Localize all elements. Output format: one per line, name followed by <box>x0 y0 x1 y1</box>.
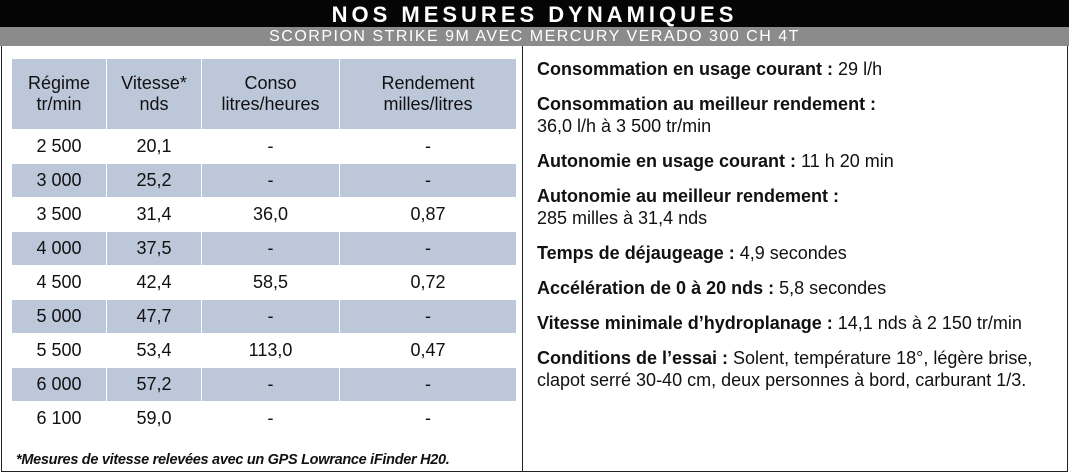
cell-rendement: - <box>340 130 517 164</box>
cell-regime: 4 500 <box>12 266 107 300</box>
cell-vitesse: 42,4 <box>107 266 202 300</box>
metric-label: Autonomie au meilleur rendement : <box>537 186 840 206</box>
metric-value: 14,1 nds à 2 150 tr/min <box>832 313 1022 333</box>
cell-conso: - <box>202 232 340 266</box>
metric-dejaugeage <box>537 242 1057 264</box>
cell-vitesse: 57,2 <box>107 368 202 402</box>
metric-label: Conditions de l’essai : <box>537 348 729 368</box>
cell-regime: 3 500 <box>12 198 107 232</box>
table-row <box>12 232 517 266</box>
header-rendement: Rendement milles/litres <box>340 59 517 130</box>
metric-conso-meilleur <box>537 93 1057 137</box>
metric-value: Solent, température 18°, légère brise, clapot serré 30-40 cm, deux personnes à bord, carburant 1/3. <box>537 348 1033 390</box>
cell-conso: - <box>202 164 340 198</box>
cell-regime: 3 000 <box>12 164 107 198</box>
table-row <box>12 300 517 334</box>
metrics-list <box>537 58 1057 404</box>
measurements-table <box>11 58 517 436</box>
cell-rendement: - <box>340 402 517 436</box>
cell-vitesse: 59,0 <box>107 402 202 436</box>
cell-vitesse: 20,1 <box>107 130 202 164</box>
metric-label: Consommation au meilleur rendement : <box>537 94 877 114</box>
cell-rendement: - <box>340 232 517 266</box>
cell-vitesse: 25,2 <box>107 164 202 198</box>
cell-conso: - <box>202 300 340 334</box>
cell-rendement: - <box>340 164 517 198</box>
table-row <box>12 198 517 232</box>
cell-vitesse: 47,7 <box>107 300 202 334</box>
metric-hydroplanage <box>537 312 1057 334</box>
cell-conso: - <box>202 130 340 164</box>
metric-value: 5,8 secondes <box>774 278 887 298</box>
metric-autonomie-courante <box>537 150 1057 172</box>
metric-conso-courante <box>537 58 1057 80</box>
cell-regime: 5 500 <box>12 334 107 368</box>
cell-rendement: - <box>340 368 517 402</box>
metric-label: Autonomie en usage courant : <box>537 151 797 171</box>
header-vitesse: Vitesse* nds <box>107 59 202 130</box>
metric-label: Temps de déjaugeage : <box>537 243 735 263</box>
page-title: NOS MESURES DYNAMIQUES <box>0 0 1069 27</box>
table-header-row <box>12 59 517 130</box>
cell-conso: 58,5 <box>202 266 340 300</box>
metric-value: 11 h 20 min <box>796 151 894 171</box>
cell-vitesse: 31,4 <box>107 198 202 232</box>
table-row <box>12 402 517 436</box>
cell-rendement: 0,87 <box>340 198 517 232</box>
cell-rendement: 0,72 <box>340 266 517 300</box>
metric-acceleration <box>537 277 1057 299</box>
measurements-table-panel <box>1 46 523 472</box>
cell-conso: 36,0 <box>202 198 340 232</box>
metric-value: 4,9 secondes <box>734 243 847 263</box>
table-row <box>12 368 517 402</box>
metric-label: Accélération de 0 à 20 nds : <box>537 278 775 298</box>
cell-regime: 4 000 <box>12 232 107 266</box>
metric-value: 285 milles à 31,4 nds <box>537 208 708 228</box>
cell-regime: 6 000 <box>12 368 107 402</box>
cell-conso: - <box>202 368 340 402</box>
footnote: *Mesures de vitesse relevées avec un GPS Lowrance iFinder H20. <box>16 452 450 468</box>
cell-regime: 6 100 <box>12 402 107 436</box>
metric-autonomie-meilleur <box>537 185 1057 229</box>
metric-value: 36,0 l/h à 3 500 tr/min <box>537 116 712 136</box>
page-subtitle: SCORPION STRIKE 9M AVEC MERCURY VERADO 300 CH 4T <box>0 27 1069 46</box>
metric-value: 29 l/h <box>833 59 883 79</box>
cell-regime: 5 000 <box>12 300 107 334</box>
cell-rendement: 0,47 <box>340 334 517 368</box>
table-row <box>12 130 517 164</box>
cell-vitesse: 53,4 <box>107 334 202 368</box>
table-row <box>12 334 517 368</box>
cell-conso: - <box>202 402 340 436</box>
cell-rendement: - <box>340 300 517 334</box>
table-row <box>12 164 517 198</box>
header-conso: Conso litres/heures <box>202 59 340 130</box>
table-row <box>12 266 517 300</box>
cell-vitesse: 37,5 <box>107 232 202 266</box>
metric-label: Consommation en usage courant : <box>537 59 834 79</box>
header-regime: Régime tr/min <box>12 59 107 130</box>
metric-label: Vitesse minimale d’hydroplanage : <box>537 313 833 333</box>
metrics-panel <box>523 46 1068 472</box>
cell-regime: 2 500 <box>12 130 107 164</box>
metric-conditions <box>537 347 1057 391</box>
cell-conso: 113,0 <box>202 334 340 368</box>
